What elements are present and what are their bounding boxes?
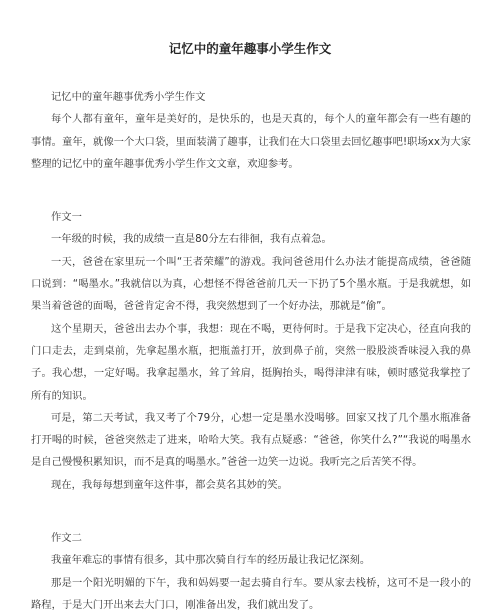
essay1-paragraph: 可是，第二天考试，我又考了个79分，心想一定是墨水没喝够。回家又找了几个墨水瓶准备打开喝的时候，爸爸突然走了进来，哈哈大笑。我有点疑惑：“爸爸，你笑什么?”“我说的喝墨水是自己慢慢积累知识，而不是真的喝墨水。”爸爸一边笑一边说。我听完之后苦笑不得。 [31,411,471,469]
essay2-paragraph: 那是一个阳光明媚的下午，我和妈妈要一起去骑自行车。要从家去栈桥，这可不是一段小的路程，于是大门开出来去大门口，刚准备出发，我们就出发了。 [31,576,471,611]
intro-heading: 记忆中的童年趣事优秀小学生作文 [51,91,206,103]
essay2-heading: 作文二 [51,532,82,545]
essay1-paragraph: 现在，我每每想到童年这件事，都会莫名其妙的笑。 [51,478,288,491]
essay1-heading: 作文一 [51,211,82,224]
section-spacer [31,496,471,527]
intro-paragraph: 每个人都有童年，童年是美好的，是快乐的，也是天真的，每个人的童年都会有一些有趣的事情。童年，就像一个大口袋，里面装满了趣事，让我们在大口袋里去回忆趣事吧!职场xx为大家整理的记忆中的童年趣事优秀小学生作文文章，欢迎参考。 [31,113,471,170]
essay2-paragraph: 我童年难忘的事情有很多，其中那次骑自行车的经历最让我记忆深刻。 [51,554,371,567]
essay1-paragraph: 这个星期天，爸爸出去办个事，我想：现在不喝，更待何时。于是我下定决心，径直向我的门口走去，走到桌前，先拿起墨水瓶，把瓶盖打开，放到鼻子前，突然一股股淡香味浸入我的鼻子。我心想，一定好喝。我拿起墨水，耸了耸肩，挺胸抬头，喝得津津有味，顿时感觉我掌控了所有的知识。 [31,322,471,402]
essay1-paragraph: 一年级的时候，我的成绩一直是80分左右徘徊，我有点着急。 [51,233,332,246]
section-spacer [31,175,471,206]
essay1-paragraph: 一天，爸爸在家里玩一个叫“王者荣耀”的游戏。我问爸爸用什么办法才能提高成绩，爸爸随口说到：“喝墨水。”我就信以为真，心想怪不得爸爸前几天一下扔了5个墨水瓶。于是我就想，如果当着爸爸的面喝，爸爸肯定舍不得，我突然想到了一个好办法，那就是“偷”。 [31,255,471,313]
article-title: 记忆中的童年趣事小学生作文 [168,41,332,56]
article-body [31,86,471,616]
